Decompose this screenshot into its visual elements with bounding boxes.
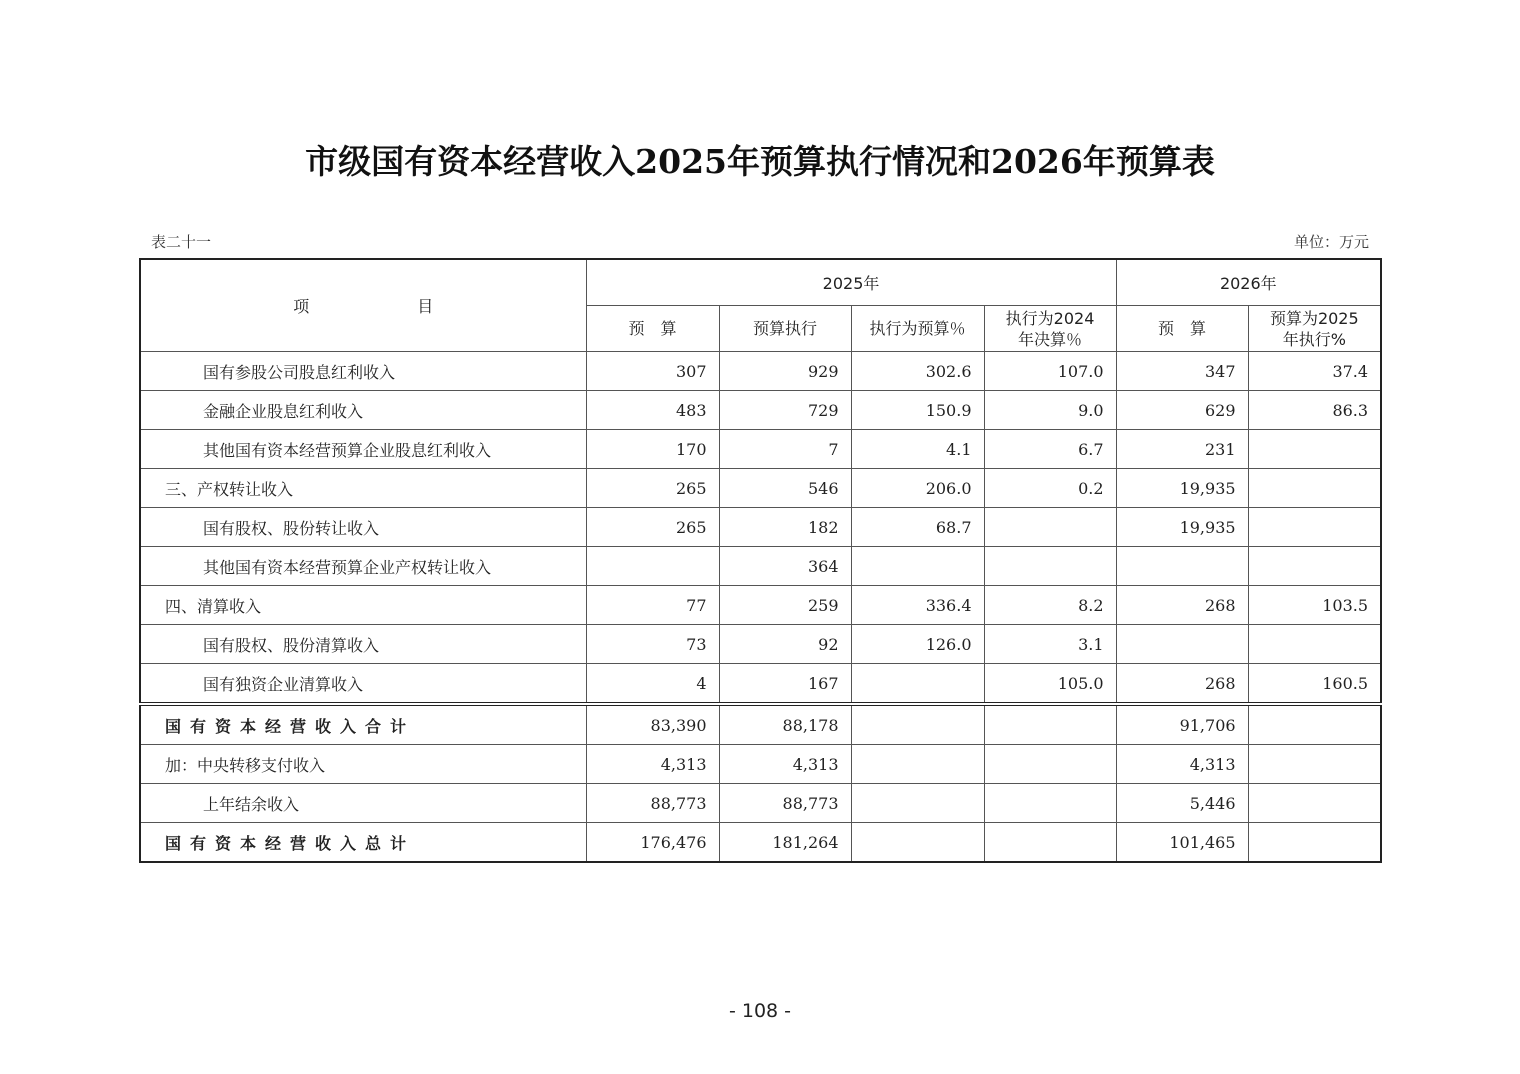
cell-exec-pct-budget: 302.6 — [851, 352, 984, 391]
row-item-label: 加：中央转移支付收入 — [140, 745, 586, 784]
cell-budget-pct-exec-2025 — [1248, 823, 1381, 863]
table-row — [140, 704, 1381, 745]
header-budget-pct-exec-2025 — [1248, 306, 1381, 352]
header-item — [140, 259, 586, 352]
cell-exec-pct-budget: 68.7 — [851, 508, 984, 547]
cell-budget-pct-exec-2025 — [1248, 625, 1381, 664]
cell-exec-pct-2024 — [984, 823, 1116, 863]
cell-budget-2026 — [1116, 625, 1248, 664]
cell-exec-pct-2024: 105.0 — [984, 664, 1116, 705]
table-row — [140, 391, 1381, 430]
cell-exec-pct-2024: 3.1 — [984, 625, 1116, 664]
header-budget-pct-line2: 年执行% — [1282, 329, 1346, 349]
cell-budget-2025: 83,390 — [586, 704, 719, 745]
table-row — [140, 586, 1381, 625]
cell-budget-pct-exec-2025 — [1248, 547, 1381, 586]
row-item-label: 三、产权转让收入 — [140, 469, 586, 508]
cell-budget-2026: 19,935 — [1116, 469, 1248, 508]
unit-label: 单位：万元 — [1293, 233, 1369, 251]
cell-exec-pct-2024: 0.2 — [984, 469, 1116, 508]
row-item-label: 国有股权、股份转让收入 — [140, 508, 586, 547]
cell-exec-pct-budget — [851, 784, 984, 823]
cell-budget-2025: 4 — [586, 664, 719, 705]
cell-budget-2026: 347 — [1116, 352, 1248, 391]
header-exec-pct-2024 — [984, 306, 1116, 352]
cell-budget-2026: 101,465 — [1116, 823, 1248, 863]
cell-budget-pct-exec-2025 — [1248, 784, 1381, 823]
table-row — [140, 823, 1381, 863]
cell-budget-pct-exec-2025: 103.5 — [1248, 586, 1381, 625]
row-item-label: 国有资本经营收入总计 — [140, 823, 586, 863]
cell-exec-2025: 167 — [719, 664, 851, 705]
table-row — [140, 352, 1381, 391]
cell-exec-pct-2024 — [984, 745, 1116, 784]
row-item-label: 国有参股公司股息红利收入 — [140, 352, 586, 391]
cell-exec-2025: 729 — [719, 391, 851, 430]
header-exec-pct-budget: 执行为预算％ — [851, 306, 984, 352]
cell-budget-2026: 4,313 — [1116, 745, 1248, 784]
cell-budget-pct-exec-2025 — [1248, 745, 1381, 784]
cell-exec-pct-2024 — [984, 704, 1116, 745]
cell-exec-pct-budget — [851, 745, 984, 784]
cell-budget-pct-exec-2025: 160.5 — [1248, 664, 1381, 705]
cell-budget-2026: 231 — [1116, 430, 1248, 469]
table-body — [140, 352, 1381, 863]
table-row — [140, 469, 1381, 508]
header-item-a: 项 — [293, 297, 310, 316]
header-year-2026: 2026年 — [1116, 259, 1381, 306]
cell-budget-2025: 307 — [586, 352, 719, 391]
cell-exec-2025: 88,773 — [719, 784, 851, 823]
cell-exec-pct-2024: 6.7 — [984, 430, 1116, 469]
cell-budget-pct-exec-2025: 37.4 — [1248, 352, 1381, 391]
cell-exec-2025: 92 — [719, 625, 851, 664]
cell-exec-2025: 181,264 — [719, 823, 851, 863]
cell-exec-pct-budget: 206.0 — [851, 469, 984, 508]
cell-budget-2025: 77 — [586, 586, 719, 625]
cell-exec-pct-budget: 150.9 — [851, 391, 984, 430]
cell-exec-2025: 88,178 — [719, 704, 851, 745]
row-item-label: 国有股权、股份清算收入 — [140, 625, 586, 664]
table-row — [140, 508, 1381, 547]
cell-budget-2026: 5,446 — [1116, 784, 1248, 823]
cell-budget-2025: 88,773 — [586, 784, 719, 823]
cell-budget-2026: 91,706 — [1116, 704, 1248, 745]
cell-budget-2025 — [586, 547, 719, 586]
cell-exec-pct-2024 — [984, 784, 1116, 823]
cell-budget-2026: 629 — [1116, 391, 1248, 430]
budget-table — [139, 258, 1382, 863]
cell-exec-pct-budget — [851, 664, 984, 705]
header-exec-pct-2024-line2: 年决算％ — [1018, 329, 1083, 349]
row-item-label: 国有资本经营收入合计 — [140, 704, 586, 745]
cell-exec-pct-2024 — [984, 547, 1116, 586]
header-budget-pct-line1: 预算为2025 — [1269, 308, 1359, 328]
cell-exec-pct-budget: 126.0 — [851, 625, 984, 664]
table-row — [140, 625, 1381, 664]
row-item-label: 国有独资企业清算收入 — [140, 664, 586, 705]
header-year-2025: 2025年 — [586, 259, 1116, 306]
table-row — [140, 745, 1381, 784]
cell-exec-pct-2024 — [984, 508, 1116, 547]
header-budget-2026: 预 算 — [1116, 306, 1248, 352]
cell-exec-pct-budget — [851, 547, 984, 586]
header-exec-pct-2024-line1: 执行为2024 — [1005, 308, 1095, 328]
header-exec-2025: 预算执行 — [719, 306, 851, 352]
cell-exec-2025: 4,313 — [719, 745, 851, 784]
cell-exec-pct-2024: 8.2 — [984, 586, 1116, 625]
cell-budget-2025: 265 — [586, 469, 719, 508]
cell-exec-pct-budget: 336.4 — [851, 586, 984, 625]
row-item-label: 其他国有资本经营预算企业股息红利收入 — [140, 430, 586, 469]
row-item-label: 上年结余收入 — [140, 784, 586, 823]
cell-budget-2025: 4,313 — [586, 745, 719, 784]
cell-budget-pct-exec-2025 — [1248, 508, 1381, 547]
cell-budget-2025: 73 — [586, 625, 719, 664]
row-item-label: 其他国有资本经营预算企业产权转让收入 — [140, 547, 586, 586]
row-item-label: 四、清算收入 — [140, 586, 586, 625]
page-number: - 108 - — [728, 1000, 792, 1022]
cell-budget-2025: 483 — [586, 391, 719, 430]
cell-exec-2025: 364 — [719, 547, 851, 586]
cell-exec-pct-budget: 4.1 — [851, 430, 984, 469]
cell-budget-2025: 265 — [586, 508, 719, 547]
table-row — [140, 664, 1381, 705]
cell-budget-pct-exec-2025 — [1248, 704, 1381, 745]
table-row — [140, 547, 1381, 586]
table-row — [140, 430, 1381, 469]
document-title: 市级国有资本经营收入2025年预算执行情况和2026年预算表 — [305, 142, 1215, 181]
cell-budget-2026: 268 — [1116, 586, 1248, 625]
cell-exec-pct-budget — [851, 704, 984, 745]
table-row — [140, 784, 1381, 823]
cell-exec-pct-2024: 107.0 — [984, 352, 1116, 391]
cell-exec-pct-2024: 9.0 — [984, 391, 1116, 430]
cell-budget-pct-exec-2025: 86.3 — [1248, 391, 1381, 430]
cell-budget-pct-exec-2025 — [1248, 430, 1381, 469]
row-item-label: 金融企业股息红利收入 — [140, 391, 586, 430]
header-item-b: 目 — [417, 297, 434, 316]
table-label: 表二十一 — [151, 233, 212, 251]
cell-budget-2025: 170 — [586, 430, 719, 469]
cell-budget-2025: 176,476 — [586, 823, 719, 863]
cell-budget-2026: 268 — [1116, 664, 1248, 705]
cell-exec-pct-budget — [851, 823, 984, 863]
cell-exec-2025: 7 — [719, 430, 851, 469]
cell-exec-2025: 182 — [719, 508, 851, 547]
cell-budget-pct-exec-2025 — [1248, 469, 1381, 508]
cell-exec-2025: 259 — [719, 586, 851, 625]
cell-budget-2026: 19,935 — [1116, 508, 1248, 547]
header-budget-2025: 预 算 — [586, 306, 719, 352]
cell-exec-2025: 929 — [719, 352, 851, 391]
cell-budget-2026 — [1116, 547, 1248, 586]
cell-exec-2025: 546 — [719, 469, 851, 508]
